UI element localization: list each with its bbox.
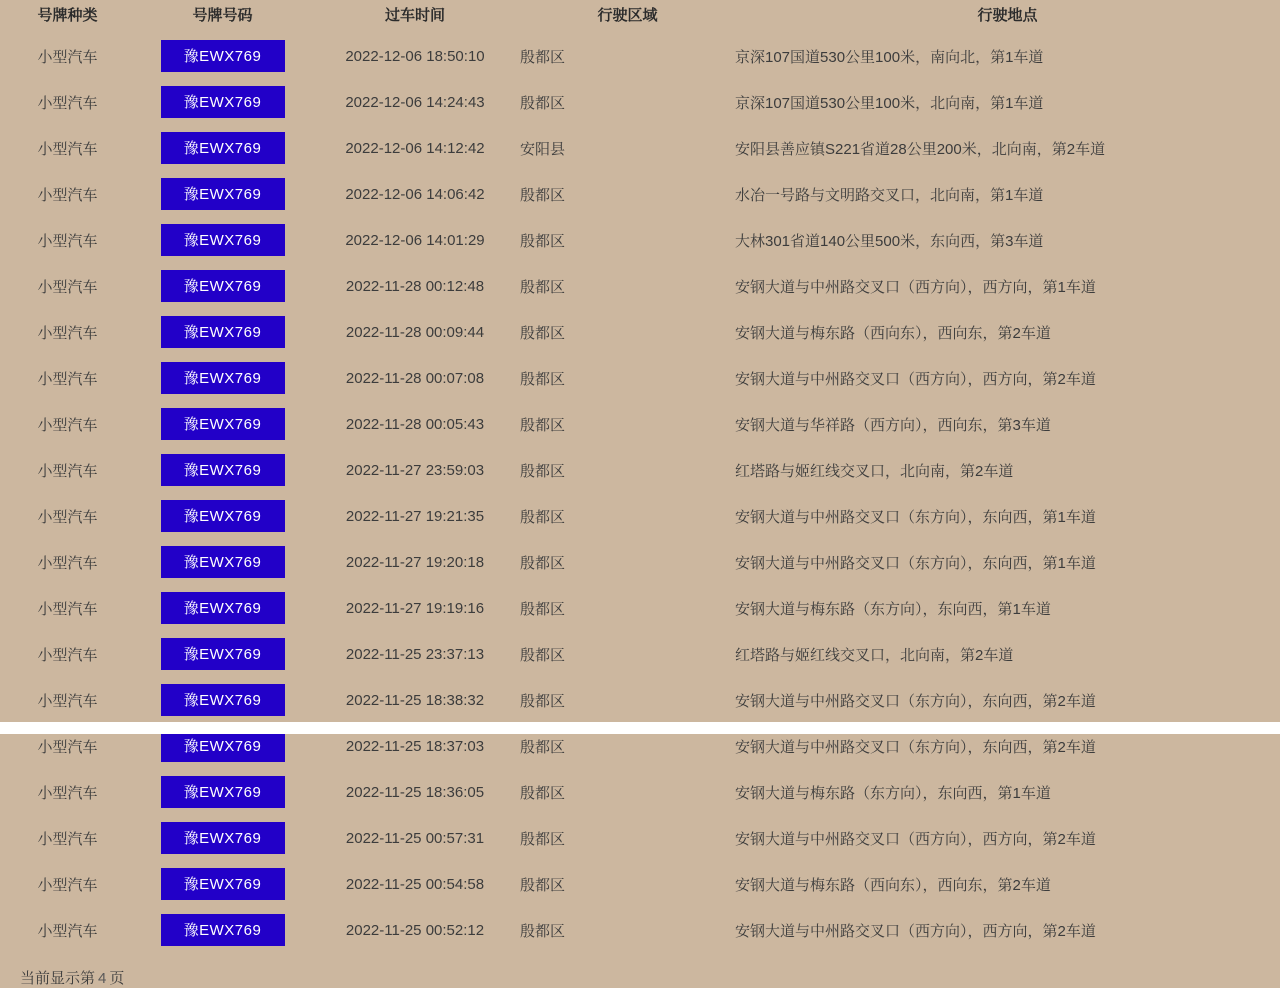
cell-plate-number (135, 677, 310, 723)
cell-plate-type: 小型汽车 (37, 784, 98, 802)
cell-plate-number (135, 217, 310, 263)
cell-plate-type: 小型汽车 (37, 140, 98, 158)
cell-pass-time: 2022-11-25 23:37:13 (345, 645, 485, 663)
cell-location: 大林301省道140公里500米，东向西，第3车道 (735, 232, 1044, 250)
cell-pass-time: 2022-12-06 18:50:10 (345, 47, 485, 65)
plate-badge[interactable]: 豫EWX769 (161, 684, 285, 716)
cell-pass-time: 2022-11-27 19:21:35 (345, 507, 485, 525)
plate-badge[interactable]: 豫EWX769 (161, 500, 285, 532)
plate-badge[interactable]: 豫EWX769 (161, 362, 285, 394)
column-header-location: 行驶地点 (977, 7, 1038, 24)
table-row[interactable] (0, 79, 1280, 125)
cell-location: 安钢大道与中州路交叉口（东方向），东向西，第2车道 (735, 738, 1096, 756)
cell-area: 殷都区 (520, 830, 566, 848)
cell-location: 水冶一号路与文明路交叉口，北向南，第1车道 (735, 186, 1044, 204)
cell-plate-type: 小型汽车 (37, 646, 98, 664)
table-row[interactable] (0, 447, 1280, 493)
cell-location: 安阳县善应镇S221省道28公里200米，北向南，第2车道 (735, 140, 1106, 158)
cell-location: 安钢大道与中州路交叉口（西方向），西方向，第1车道 (735, 278, 1096, 296)
cell-area: 殷都区 (520, 738, 566, 756)
cell-plate-type: 小型汽车 (37, 324, 98, 342)
plate-badge[interactable]: 豫EWX769 (161, 224, 285, 256)
plate-badge[interactable]: 豫EWX769 (161, 638, 285, 670)
cell-plate-type: 小型汽车 (37, 600, 98, 618)
cell-location: 安钢大道与梅东路（东方向），东向西，第1车道 (735, 600, 1051, 618)
cell-location: 安钢大道与梅东路（西向东），西向东，第2车道 (735, 324, 1051, 342)
cell-plate-number (135, 125, 310, 171)
plate-badge[interactable]: 豫EWX769 (161, 132, 285, 164)
pagination-prefix: 当前显示第 (20, 970, 96, 987)
table-row[interactable] (0, 907, 1280, 953)
cell-pass-time: 2022-11-28 00:05:43 (345, 415, 485, 433)
plate-badge[interactable]: 豫EWX769 (161, 270, 285, 302)
table-row[interactable] (0, 171, 1280, 217)
table-row[interactable] (0, 493, 1280, 539)
table-row[interactable] (0, 33, 1280, 79)
cell-plate-number (135, 493, 310, 539)
cell-pass-time: 2022-11-27 23:59:03 (345, 461, 485, 479)
cell-pass-time: 2022-12-06 14:12:42 (345, 139, 485, 157)
plate-badge[interactable]: 豫EWX769 (161, 868, 285, 900)
cell-area: 殷都区 (520, 416, 566, 434)
cell-pass-time: 2022-11-27 19:20:18 (345, 553, 485, 571)
column-header-plate-number: 号牌号码 (192, 7, 253, 24)
table-header (0, 0, 1280, 33)
column-header-plate-type: 号牌种类 (37, 7, 98, 24)
cell-plate-type: 小型汽车 (37, 738, 98, 756)
cell-location: 安钢大道与中州路交叉口（东方向），东向西，第2车道 (735, 692, 1096, 710)
cell-location: 安钢大道与中州路交叉口（西方向），西方向，第2车道 (735, 922, 1096, 940)
pagination-status (0, 953, 1280, 988)
cell-plate-type: 小型汽车 (37, 830, 98, 848)
pagination-current-page[interactable]: 4 (98, 970, 107, 987)
cell-location: 红塔路与姬红线交叉口，北向南，第2车道 (735, 462, 1014, 480)
plate-badge[interactable]: 豫EWX769 (161, 454, 285, 486)
cell-area: 殷都区 (520, 508, 566, 526)
cell-area: 殷都区 (520, 462, 566, 480)
table-row[interactable] (0, 125, 1280, 171)
cell-pass-time: 2022-12-06 14:01:29 (345, 231, 485, 249)
table-row[interactable] (0, 355, 1280, 401)
cell-plate-number (135, 355, 310, 401)
cell-area: 殷都区 (520, 278, 566, 296)
cell-pass-time: 2022-11-27 19:19:16 (345, 599, 485, 617)
cell-area: 殷都区 (520, 922, 566, 940)
cell-plate-number (135, 171, 310, 217)
cell-plate-type: 小型汽车 (37, 462, 98, 480)
pagination-suffix: 页 (109, 970, 125, 987)
cell-pass-time: 2022-12-06 14:06:42 (345, 185, 485, 203)
cell-pass-time: 2022-11-25 18:36:05 (345, 783, 485, 801)
plate-badge[interactable]: 豫EWX769 (161, 730, 285, 762)
cell-plate-number (135, 631, 310, 677)
cell-location: 安钢大道与中州路交叉口（西方向），西方向，第2车道 (735, 830, 1096, 848)
cell-plate-type: 小型汽车 (37, 186, 98, 204)
cell-area: 殷都区 (520, 646, 566, 664)
cell-area: 殷都区 (520, 876, 566, 894)
cell-pass-time: 2022-12-06 14:24:43 (345, 93, 485, 111)
cell-location: 安钢大道与梅东路（西向东），西向东，第2车道 (735, 876, 1051, 894)
cell-plate-number (135, 309, 310, 355)
cell-plate-type: 小型汽车 (37, 94, 98, 112)
plate-badge[interactable]: 豫EWX769 (161, 86, 285, 118)
cell-plate-number (135, 585, 310, 631)
column-header-area: 行驶区域 (597, 7, 658, 24)
cell-area: 殷都区 (520, 600, 566, 618)
cell-pass-time: 2022-11-25 00:54:58 (345, 875, 485, 893)
table-row[interactable] (0, 539, 1280, 585)
bottom-white-strip (0, 722, 1280, 734)
table-row[interactable] (0, 401, 1280, 447)
cell-location: 安钢大道与中州路交叉口（东方向），东向西，第1车道 (735, 508, 1096, 526)
cell-location: 京深107国道530公里100米，南向北，第1车道 (735, 48, 1044, 66)
cell-plate-number (135, 815, 310, 861)
cell-plate-number (135, 907, 310, 953)
cell-location: 安钢大道与梅东路（东方向），东向西，第1车道 (735, 784, 1051, 802)
cell-pass-time: 2022-11-25 00:57:31 (345, 829, 485, 847)
cell-plate-type: 小型汽车 (37, 48, 98, 66)
cell-plate-number (135, 539, 310, 585)
table-row[interactable] (0, 309, 1280, 355)
cell-plate-type: 小型汽车 (37, 508, 98, 526)
cell-plate-type: 小型汽车 (37, 876, 98, 894)
plate-badge[interactable]: 豫EWX769 (161, 592, 285, 624)
cell-plate-number (135, 79, 310, 125)
cell-plate-type: 小型汽车 (37, 232, 98, 250)
plate-badge[interactable]: 豫EWX769 (161, 40, 285, 72)
cell-location: 安钢大道与中州路交叉口（东方向），东向西，第1车道 (735, 554, 1096, 572)
cell-plate-number (135, 263, 310, 309)
cell-area: 殷都区 (520, 554, 566, 572)
cell-pass-time: 2022-11-25 00:52:12 (345, 921, 485, 939)
plate-badge[interactable]: 豫EWX769 (161, 776, 285, 808)
table-body (0, 33, 1280, 953)
cell-location: 红塔路与姬红线交叉口，北向南，第2车道 (735, 646, 1014, 664)
plate-badge[interactable]: 豫EWX769 (161, 822, 285, 854)
table-row[interactable] (0, 585, 1280, 631)
cell-location: 安钢大道与中州路交叉口（西方向），西方向，第2车道 (735, 370, 1096, 388)
cell-location: 京深107国道530公里100米，北向南，第1车道 (735, 94, 1044, 112)
cell-plate-type: 小型汽车 (37, 416, 98, 434)
cell-plate-type: 小型汽车 (37, 278, 98, 296)
cell-pass-time: 2022-11-25 18:38:32 (345, 691, 485, 709)
cell-area: 殷都区 (520, 784, 566, 802)
cell-plate-type: 小型汽车 (37, 692, 98, 710)
cell-area: 安阳县 (520, 140, 566, 158)
table-row[interactable] (0, 815, 1280, 861)
cell-pass-time: 2022-11-25 18:37:03 (345, 737, 485, 755)
cell-area: 殷都区 (520, 48, 566, 66)
table-row[interactable] (0, 677, 1280, 723)
cell-area: 殷都区 (520, 94, 566, 112)
cell-pass-time: 2022-11-28 00:07:08 (345, 369, 485, 387)
cell-plate-number (135, 33, 310, 79)
cell-area: 殷都区 (520, 186, 566, 204)
cell-area: 殷都区 (520, 324, 566, 342)
table-row[interactable] (0, 217, 1280, 263)
cell-plate-type: 小型汽车 (37, 554, 98, 572)
cell-area: 殷都区 (520, 692, 566, 710)
cell-plate-number (135, 769, 310, 815)
cell-location: 安钢大道与华祥路（西方向），西向东，第3车道 (735, 416, 1051, 434)
cell-pass-time: 2022-11-28 00:09:44 (345, 323, 485, 341)
table-row[interactable] (0, 769, 1280, 815)
column-header-pass-time: 过车时间 (384, 7, 445, 24)
plate-badge[interactable]: 豫EWX769 (161, 546, 285, 578)
cell-pass-time: 2022-11-28 00:12:48 (345, 277, 485, 295)
cell-area: 殷都区 (520, 370, 566, 388)
plate-badge[interactable]: 豫EWX769 (161, 408, 285, 440)
table-row[interactable] (0, 861, 1280, 907)
cell-plate-number (135, 861, 310, 907)
cell-plate-number (135, 401, 310, 447)
plate-badge[interactable]: 豫EWX769 (161, 914, 285, 946)
cell-plate-number (135, 447, 310, 493)
plate-badge[interactable]: 豫EWX769 (161, 178, 285, 210)
cell-area: 殷都区 (520, 232, 566, 250)
cell-plate-type: 小型汽车 (37, 370, 98, 388)
cell-plate-type: 小型汽车 (37, 922, 98, 940)
table-row[interactable] (0, 263, 1280, 309)
plate-badge[interactable]: 豫EWX769 (161, 316, 285, 348)
table-header-row (0, 0, 1280, 33)
table-row[interactable] (0, 631, 1280, 677)
